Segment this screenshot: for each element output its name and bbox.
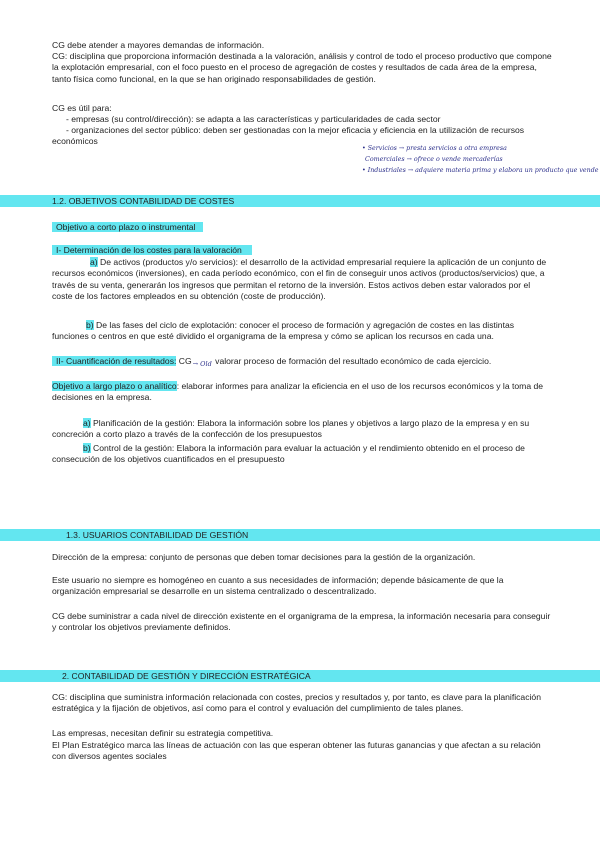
section-2-heading: 2. CONTABILIDAD DE GESTIÓN Y DIRECCIÓN ESTRATÉGICA — [62, 671, 311, 681]
section-heading-band — [0, 195, 600, 207]
strategy-paragraph-3: El Plan Estratégico marca las líneas de actuación con las que esperan obtener las futuras ganancias y que afectan a su relación con diversos agentes sociales — [52, 740, 541, 762]
item-b-marker: b) — [86, 320, 94, 330]
item-a-marker: a) — [90, 257, 98, 267]
part1-heading — [52, 245, 552, 256]
handwritten-note-industrial: • Industriales → adquiere materia prima y elabora un producto que vende — [362, 167, 599, 174]
part2-handwritten: → Old — [192, 360, 212, 368]
item-a-assets — [52, 257, 552, 303]
item-b-text: De las fases del ciclo de explotación: conocer el proceso de formación y agregación de costes en las distintas funciones o centros en que esté dividido el organigrama de la empresa y cómo se aplican los recursos en cada una. — [52, 320, 515, 342]
item-long-a-text: Planificación de la gestión: Elabora la información sobre los planes y objetivos a largo plazo de la empresa y en su concreción a corto plazo a través de la confección de los presupuestos — [52, 418, 530, 440]
part1-title: I- Determinación de los costes para la valoración — [52, 245, 252, 255]
users-paragraph-2: Este usuario no siempre es homogéneo en cuanto a sus necesidades de información; depende básicamente de que la organización empresarial se desarrolle en un sistema centralizado o descentralizado. — [52, 575, 504, 597]
strategy-paragraph-1: CG: disciplina que suministra información relacionada con costes, precios y resultados y, por tanto, es clave para la planificación estratégica y la fijación de objetivos, así como para el control y evaluación del cumplimiento de tales planes. — [52, 692, 541, 714]
long-term-objective — [52, 381, 552, 404]
handwritten-note-services: • Servicios → presta servicios a otra empresa — [362, 145, 507, 152]
item-long-a-marker: a) — [83, 418, 91, 428]
useful-title: CG es útil para: — [52, 103, 112, 113]
part2-title: II- Cuantificación de resultados: — [52, 356, 176, 366]
users-paragraph-1: Dirección de la empresa: conjunto de personas que deben tomar decisiones para la gestión de la organización. — [52, 552, 476, 562]
long-term-text: : elaborar informes para analizar la eficiencia en el uso de los recursos económicos y la toma de decisiones en la empresa. — [52, 381, 544, 403]
part2-cg: CG — [176, 356, 192, 366]
short-term-objective — [52, 222, 552, 233]
users-paragraph-3: CG debe suministrar a cada nivel de dirección existente en el organigrama de la empresa, la información necesaria para conseguir y controlar los objetivos previamente definidos. — [52, 611, 551, 633]
useful-item-companies: - empresas (su control/dirección): se adapta a las características y particularidades de cada sector — [66, 114, 441, 124]
section-heading-band — [0, 670, 600, 682]
short-term-objective-label: Objetivo a corto plazo o instrumental — [52, 222, 203, 232]
item-b-phases — [52, 320, 552, 343]
part2-text: valorar proceso de formación del resultado económico de cada ejercicio. — [212, 356, 492, 366]
intro-line: CG debe atender a mayores demandas de información. — [52, 40, 265, 50]
section-heading-band — [0, 529, 600, 541]
item-long-b — [52, 443, 552, 466]
item-a-text: De activos (productos y/o servicios): el desarrollo de la actividad empresarial requiere la aplicación de un conjunto de recursos económicos (inversiones), en cada período económico, con el fin de conseguir unos activos (productos/servicios) que, a través de su venta, generarán los ingresos que permitan el retorno de la inversión. Estos activos deben estar valorados por el coste de los factores empleados en su obtención (coste de producción). — [52, 257, 547, 302]
handwritten-note-commercial: Comerciales → ofrece o vende mercaderías — [365, 156, 503, 163]
strategy-paragraph-2: Las empresas, necesitan definir su estrategia competitiva. — [52, 728, 274, 738]
section-12-heading: 1.2. OBJETIVOS CONTABILIDAD DE COSTES — [52, 196, 235, 206]
item-long-b-marker: b) — [83, 443, 91, 453]
part2-line — [52, 356, 572, 367]
useful-item-public: - organizaciones del sector público: deben ser gestionadas con la mejor eficacia y eficiencia en la utilización de recursos económicos — [52, 125, 525, 147]
item-long-b-text: Control de la gestión: Elabora la información para evaluar la actuación y el rendimiento obtenido en el proceso de consecución de los objetivos cuantificados en el presupuesto — [52, 443, 525, 465]
item-long-a — [52, 418, 552, 441]
long-term-title: Objetivo a largo plazo o analítico — [52, 381, 177, 391]
cg-definition: CG: disciplina que proporciona información destinada a la valoración, análisis y control de todo el proceso productivo que compone la explotación empresarial, con el foco puesto en el proceso de agregación de costes y resultados de cada área de la empresa, tanto física como funcional, en la que se han originado responsabilidades de gestión. — [52, 51, 552, 84]
section-13-heading: 1.3. USUARIOS CONTABILIDAD DE GESTIÓN — [66, 530, 249, 540]
